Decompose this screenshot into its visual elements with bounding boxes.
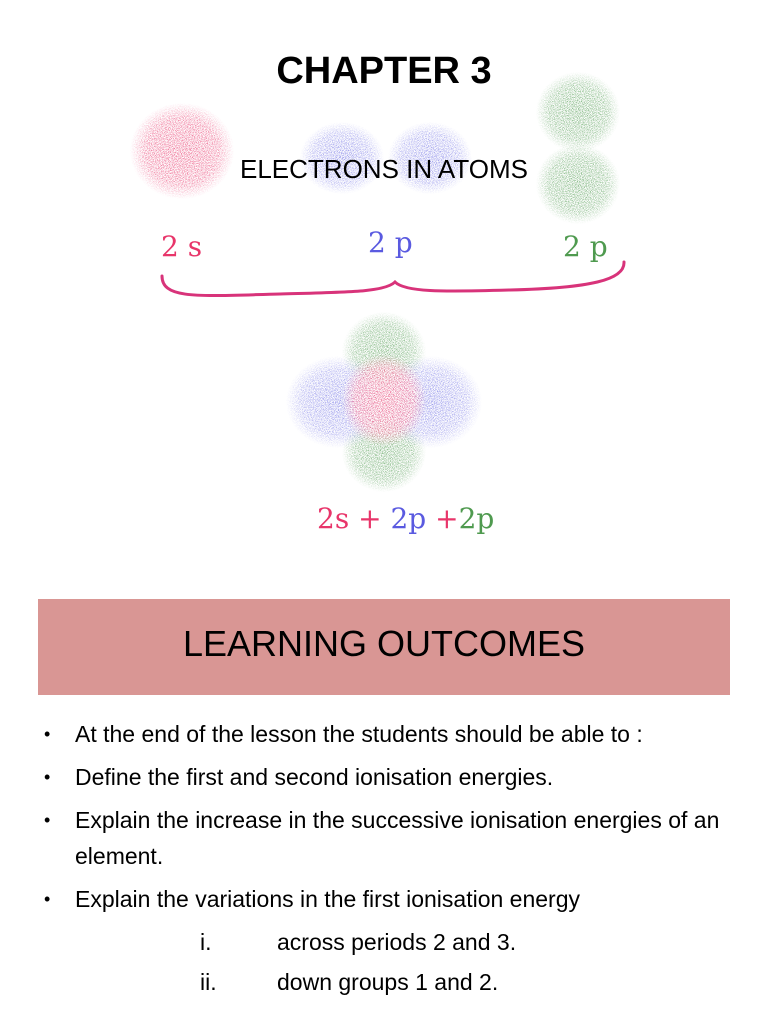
label-2p-blue: 2 p <box>368 226 413 259</box>
combined-label <box>317 502 494 535</box>
chapter-title: CHAPTER 3 <box>276 50 492 92</box>
learning-outcomes-banner <box>38 599 730 695</box>
list-item <box>0 716 768 752</box>
slide-subtitle: ELECTRONS IN ATOMS <box>240 154 528 184</box>
combined-plus-1: + <box>349 502 391 535</box>
list-item <box>0 881 768 917</box>
combined-red-core <box>342 354 426 446</box>
combined-2s: 2s <box>317 502 350 535</box>
learning-outcomes-heading: LEARNING OUTCOMES <box>182 623 586 664</box>
list-item <box>0 759 768 795</box>
p-orbital-green-top-lobe <box>536 72 620 152</box>
bullet-icon: • <box>44 889 51 909</box>
bullet-icon: • <box>44 767 51 787</box>
combined-2p-green: 2p <box>458 502 495 535</box>
outcomes-list <box>0 716 768 1004</box>
bullet-text: Explain the variations in the first ionisation energy <box>75 886 581 912</box>
combined-2p-blue: 2p <box>390 502 427 535</box>
combined-plus-2: + <box>426 502 459 535</box>
sub-list-item <box>0 924 768 964</box>
sub-item-number: ii. <box>200 969 217 995</box>
bullet-text: Define the first and second ionisation energies. <box>75 764 554 790</box>
label-2p-green: 2 p <box>563 230 608 263</box>
bullet-icon: • <box>44 724 51 744</box>
sub-item-text: down groups 1 and 2. <box>277 969 499 995</box>
bullet-icon: • <box>44 810 51 830</box>
list-item <box>0 802 768 874</box>
grouping-brace <box>162 262 624 296</box>
bullet-text: At the end of the lesson the students should be able to : <box>75 721 643 747</box>
bullet-text: Explain the increase in the successive ionisation energies of an element. <box>75 807 720 869</box>
sub-item-text: across periods 2 and 3. <box>277 929 517 955</box>
sub-list-item <box>0 964 768 1004</box>
label-2s: 2 s <box>161 230 203 263</box>
sub-item-number: i. <box>200 929 212 955</box>
